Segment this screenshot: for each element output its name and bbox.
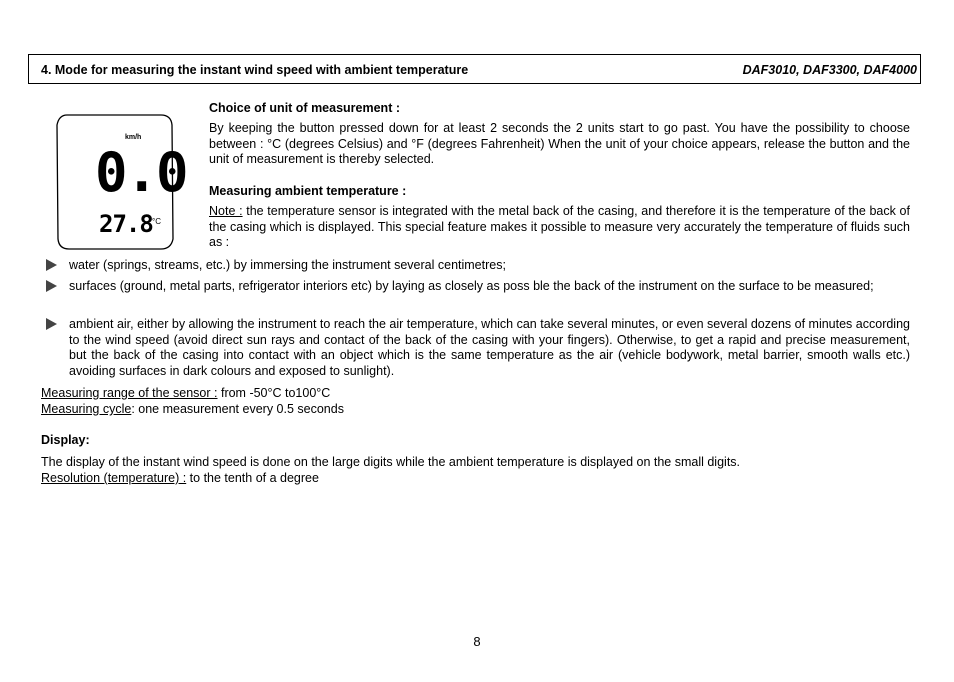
section-title: 4. Mode for measuring the instant wind speed with ambient temperature xyxy=(41,63,469,77)
triangle-bullet-icon xyxy=(46,318,57,330)
cycle-label: Measuring cycle xyxy=(41,402,132,416)
device-display-illustration xyxy=(55,111,187,253)
resolution-value: to the tenth of a degree xyxy=(186,471,319,485)
ambient-section xyxy=(209,183,910,251)
range-value: from -50°C to100°C xyxy=(217,386,331,400)
list-item xyxy=(41,317,910,379)
temperature-reading: 27.8 xyxy=(99,210,153,238)
model-list: DAF3010, DAF3300, DAF4000 xyxy=(742,63,917,77)
unit-section xyxy=(209,100,910,168)
bullet-text: ambient air, either by allowing the instrument to reach the air temperature, which can take several minutes, or even several dozens of minutes according to the wind speed (avoid direct sun rays and contact of the back of the casing with your fingers). Otherwise, to get a rapid and precise measurement, but the back of the casing into contact with an object which is the same temperature as the air (vehicle bodywork, metal barrier, smooth walls etc.) avoiding surfaces in dark colours and exposed to sunlight). xyxy=(69,317,910,378)
display-heading: Display: xyxy=(41,433,90,447)
list-item xyxy=(41,258,910,274)
triangle-bullet-icon xyxy=(46,259,57,271)
sensor-info xyxy=(41,385,910,417)
temperature-unit: °C xyxy=(152,217,161,226)
cycle-value: : one measurement every 0.5 seconds xyxy=(131,402,344,416)
note-body: the temperature sensor is integrated with the metal back of the casing, and therefore it is the temperature of the back of the casing which is displayed. This special feature makes it possible to measure very accurately the temperature of fluids such as : xyxy=(209,204,910,250)
section-header xyxy=(28,54,921,84)
bullet-text: water (springs, streams, etc.) by immersing the instrument several centimetres; xyxy=(69,258,506,272)
display-body: The display of the instant wind speed is done on the large digits while the ambient temperature is displayed on the small digits. xyxy=(41,455,741,469)
sensor-range-line xyxy=(41,385,910,401)
page-number: 8 xyxy=(473,634,481,649)
ambient-note xyxy=(209,204,910,251)
lcd-display-svg xyxy=(55,111,187,253)
unit-heading: Choice of unit of measurement : xyxy=(209,101,400,115)
resolution-label: Resolution (temperature) : xyxy=(41,471,187,485)
bullet-text: surfaces (ground, metal parts, refrigerator interiors etc) by laying as closely as poss ble the back of the instrument on the surface to be measured; xyxy=(69,279,874,293)
note-label: Note : xyxy=(209,204,243,218)
range-label: Measuring range of the sensor : xyxy=(41,386,218,400)
display-section xyxy=(41,432,910,486)
unit-body: By keeping the button pressed down for at least 2 seconds the 2 units start to go past. You have the possibility to choose between : °C (degrees Celsius) and °F (degrees Fahrenheit) When the unit of your choice appears, release the button and the unit of measurement is thereby selected. xyxy=(209,121,910,167)
speed-reading: 0.0 xyxy=(95,141,187,204)
resolution-line xyxy=(41,470,910,486)
triangle-bullet-icon xyxy=(46,280,57,292)
ambient-heading: Measuring ambient temperature : xyxy=(209,184,407,198)
sensor-cycle-line xyxy=(41,401,910,417)
unit-label: km/h xyxy=(125,134,142,141)
list-item xyxy=(41,279,910,295)
